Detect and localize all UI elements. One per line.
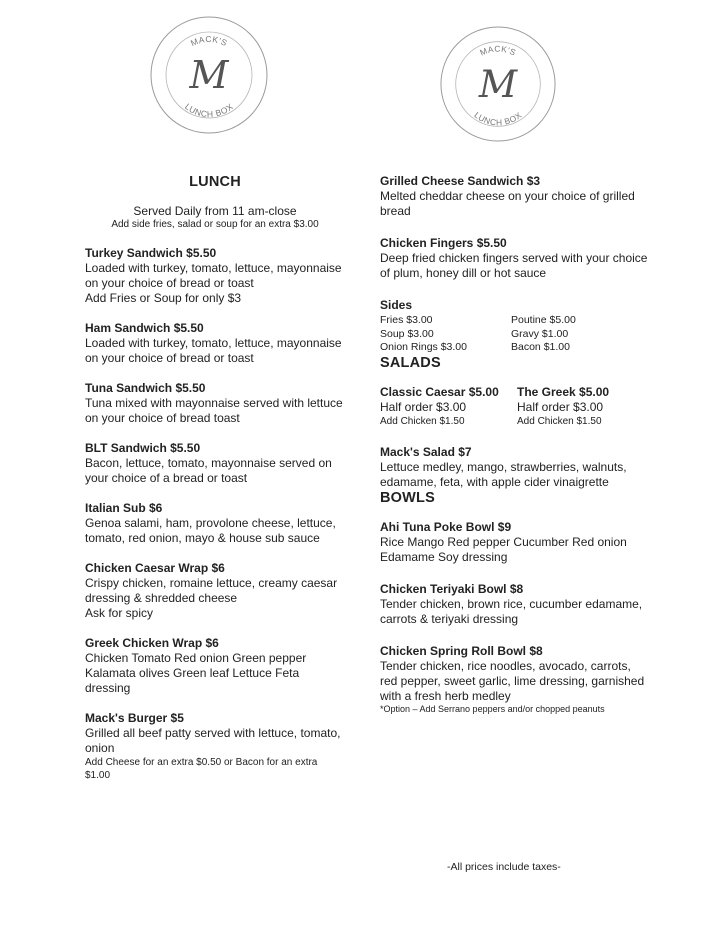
item-title: Chicken Caesar Wrap $6 — [85, 561, 225, 575]
item-desc: Genoa salami, ham, provolone cheese, lettuce, tomato, red onion, mayo & house sub sauce — [85, 516, 336, 545]
item-desc: Melted cheddar cheese on your choice of grilled bread — [380, 189, 635, 218]
menu-item-classic-caesar — [380, 385, 517, 428]
logo-right — [438, 24, 558, 144]
item-title: Grilled Cheese Sandwich $3 — [380, 174, 541, 188]
item-title: Ham Sandwich $5.50 — [85, 321, 204, 335]
item-title: Tuna Sandwich $5.50 — [85, 381, 206, 395]
item-title: Italian Sub $6 — [85, 501, 163, 515]
salads-row — [380, 385, 650, 428]
item-desc: Tender chicken, rice noodles, avocado, carrots, red pepper, sweet garlic, lime dressing, garnished with a fresh herb medley — [380, 658, 645, 703]
item-desc: Loaded with turkey, tomato, lettuce, mayonnaise on your choice of bread or toast — [85, 261, 342, 290]
item-half-order: Half order $3.00 — [517, 399, 604, 414]
menu-item-macks-burger — [85, 711, 345, 782]
logo-top-text: MACK'S — [189, 33, 230, 49]
item-title: BLT Sandwich $5.50 — [85, 441, 201, 455]
item-add-chicken: Add Chicken $1.50 — [380, 415, 465, 427]
bowls-heading: BOWLS — [380, 489, 435, 506]
item-title: The Greek $5.00 — [517, 384, 610, 399]
item-title: Mack's Burger $5 — [85, 711, 184, 725]
item-desc: Deep fried chicken fingers served with your choice of plum, honey dill or hot sauce — [380, 251, 648, 280]
right-column — [380, 174, 650, 715]
lunch-intro — [85, 204, 345, 231]
side-extra-note: Add side fries, salad or soup for an extra $3.00 — [111, 219, 319, 230]
svg-text:LUNCH BOX — [183, 101, 235, 119]
menu-item-turkey — [85, 246, 345, 306]
menu-item-italian-sub — [85, 501, 345, 546]
item-desc: Rice Mango Red pepper Cucumber Red onion Edamame Soy dressing — [380, 534, 627, 564]
item-title: Chicken Teriyaki Bowl $8 — [380, 581, 524, 596]
svg-text:LUNCH BOX — [472, 110, 523, 128]
item-note: Ask for spicy — [85, 606, 154, 620]
side-item: Bacon $1.00 — [511, 341, 570, 353]
menu-item-ahi-tuna-poke-bowl — [380, 520, 650, 565]
item-desc: Chicken Tomato Red onion Green pepper Kalamata olives Green leaf Lettuce Feta dressing — [85, 651, 307, 695]
menu-item-chicken-teriyaki-bowl — [380, 582, 650, 627]
side-item: Soup $3.00 — [380, 327, 434, 340]
logo-monogram: M — [478, 61, 518, 106]
lunch-column — [85, 174, 345, 782]
item-title: Mack's Salad $7 — [380, 444, 472, 459]
menu-item-chicken-spring-roll-bowl — [380, 644, 650, 715]
sides-heading: Sides — [380, 298, 413, 312]
item-add-chicken: Add Chicken $1.50 — [517, 415, 602, 427]
menu-item-tuna — [85, 381, 345, 426]
menu-item-macks-salad — [380, 445, 650, 490]
lunch-heading: LUNCH — [189, 174, 241, 190]
sides-block — [380, 298, 650, 355]
item-title: Chicken Fingers $5.50 — [380, 236, 507, 250]
menu-item-blt — [85, 441, 345, 486]
item-note: Add Fries or Soup for only $3 — [85, 291, 242, 305]
item-option-note: *Option – Add Serrano peppers and/or chopped peanuts — [380, 703, 605, 714]
item-desc: Grilled all beef patty served with lettuce, tomato, onion — [85, 726, 341, 755]
item-desc: Crispy chicken, romaine lettuce, creamy caesar dressing & shredded cheese — [85, 576, 338, 605]
item-desc: Tuna mixed with mayonnaise served with lettuce on your choice of bread toast — [85, 396, 343, 425]
side-item: Poutine $5.00 — [511, 314, 576, 326]
side-item: Fries $3.00 — [380, 314, 433, 326]
svg-text:MACK'S — [189, 34, 229, 48]
item-desc: Bacon, lettuce, tomato, mayonnaise served on your choice of a bread or toast — [85, 456, 332, 485]
menu-item-chicken-caesar-wrap — [85, 561, 345, 621]
item-desc: Tender chicken, brown rice, cucumber edamame, carrots & teriyaki dressing — [380, 596, 643, 626]
item-title: Chicken Spring Roll Bowl $8 — [380, 643, 543, 658]
logo-monogram: M — [189, 53, 229, 97]
menu-item-grilled-cheese — [380, 174, 650, 219]
item-half-order: Half order $3.00 — [380, 399, 467, 414]
side-item: Onion Rings $3.00 — [380, 341, 467, 353]
item-title: Greek Chicken Wrap $6 — [85, 636, 219, 650]
menu-item-ham — [85, 321, 345, 366]
logo-bottom-text: LUNCH BOX — [472, 109, 524, 128]
item-title: Ahi Tuna Poke Bowl $9 — [380, 519, 512, 534]
salads-heading: SALADS — [380, 354, 441, 371]
menu-item-greek-chicken-wrap — [85, 636, 345, 696]
menu-item-the-greek — [517, 385, 637, 428]
svg-text:MACK'S — [478, 44, 518, 58]
logo-top-text: MACK'S — [478, 43, 518, 58]
footer-taxes-note: -All prices include taxes- — [447, 861, 561, 873]
served-hours: Served Daily from 11 am-close — [133, 204, 297, 218]
item-title: Turkey Sandwich $5.50 — [85, 246, 217, 260]
item-desc: Loaded with turkey, tomato, lettuce, mayonnaise on your choice of bread or toast — [85, 336, 342, 365]
item-small-note: Add Cheese for an extra $0.50 or Bacon for an extra $1.00 — [85, 757, 318, 781]
item-desc: Lettuce medley, mango, strawberries, walnuts, edamame, feta, with apple cider vinaigrette — [380, 459, 627, 489]
item-title: Classic Caesar $5.00 — [380, 384, 499, 399]
menu-item-chicken-fingers — [380, 236, 650, 281]
sides-list — [380, 314, 650, 355]
logo-left — [148, 14, 270, 136]
logo-bottom-text: LUNCH BOX — [182, 101, 236, 120]
side-item: Gravy $1.00 — [511, 327, 569, 340]
